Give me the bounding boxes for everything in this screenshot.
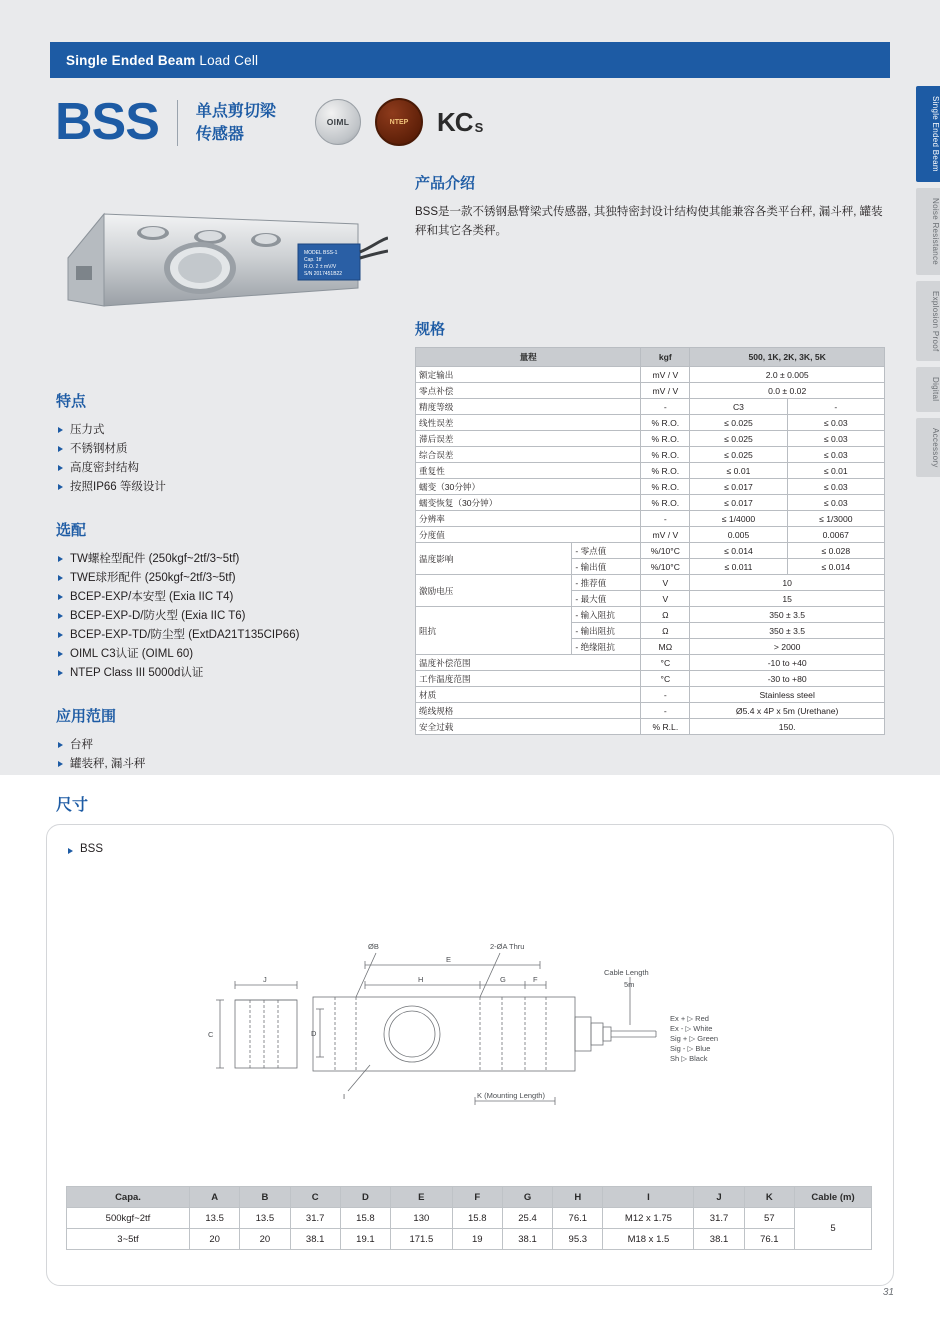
spec-unit: mV / V: [641, 383, 690, 399]
label-cable-5m: 5m: [624, 980, 635, 989]
spec-value: ≤ 0.03: [787, 447, 884, 463]
wire-ex-minus: Ex - ▷ White: [670, 1024, 713, 1033]
spec-unit: % R.O.: [641, 479, 690, 495]
product-title-cn-line1: 单点剪切梁: [195, 103, 276, 120]
spec-label: 线性误差: [416, 415, 641, 431]
ntep-logo-icon: NTEP: [375, 98, 423, 146]
dim-cell: 171.5: [391, 1229, 453, 1250]
table-row: [416, 367, 885, 383]
dim-cell: 31.7: [290, 1208, 340, 1229]
spec-unit: -: [641, 399, 690, 415]
side-tab-strip[interactable]: [916, 86, 940, 483]
spec-value: Stainless steel: [690, 687, 885, 703]
spec-unit: Ω: [641, 623, 690, 639]
spec-value: ≤ 0.03: [787, 495, 884, 511]
spec-value: > 2000: [690, 639, 885, 655]
table-row: [416, 463, 885, 479]
spec-unit: % R.L.: [641, 719, 690, 735]
list-item: TWE球形配件 (250kgf~2tf/3~5tf): [56, 569, 386, 588]
table-row: [416, 671, 885, 687]
svg-text:R.O. 2 ± mV/V: R.O. 2 ± mV/V: [304, 264, 337, 270]
dim-cell-cable: 5: [795, 1208, 872, 1250]
dim-cell: 38.1: [502, 1229, 552, 1250]
table-row: [416, 687, 885, 703]
spec-value: 15: [690, 591, 885, 607]
product-intro: [415, 172, 885, 241]
spec-value: ≤ 0.03: [787, 431, 884, 447]
kcs-logo-sub: S: [474, 119, 483, 135]
options-heading: 选配: [56, 522, 87, 539]
dim-col-g: G: [502, 1187, 552, 1208]
spec-value: ≤ 1/4000: [690, 511, 787, 527]
spec-unit: Ω: [641, 607, 690, 623]
label-d: D: [311, 1029, 317, 1038]
spec-value: ≤ 1/3000: [787, 511, 884, 527]
spec-label: 工作温度范围: [416, 671, 641, 687]
header-title-bold: Single Ended Beam: [66, 52, 196, 68]
table-row: [416, 607, 885, 623]
dimension-table-wrap: [66, 1186, 872, 1250]
wire-sig-plus: Sig + ▷ Green: [670, 1034, 719, 1043]
label-e: E: [446, 955, 452, 964]
table-row: [416, 703, 885, 719]
table-row: [416, 415, 885, 431]
dim-col-capacity: Capa.: [67, 1187, 190, 1208]
spec-unit: %/10°C: [641, 559, 690, 575]
dimension-table: [66, 1186, 872, 1250]
dim-col-cable: Cable (m): [795, 1187, 872, 1208]
dimensions-model-label: BSS: [66, 843, 103, 855]
applications-heading: 应用范围: [56, 708, 117, 725]
spec-unit: -: [641, 687, 690, 703]
section-header-bar: [50, 42, 890, 78]
spec-sub-label: - 最大值: [572, 591, 641, 607]
spec-value: 0.0067: [787, 527, 884, 543]
spec-label: 蠕变恢复（30分钟）: [416, 495, 641, 511]
spec-heading: 规格: [415, 321, 446, 338]
spec-unit: °C: [641, 671, 690, 687]
spec-label: 综合误差: [416, 447, 641, 463]
spec-unit: V: [641, 591, 690, 607]
spec-unit: %/10°C: [641, 543, 690, 559]
spec-group-label: 激励电压: [416, 575, 572, 607]
spec-label: 重复性: [416, 463, 641, 479]
spec-label: 额定输出: [416, 367, 641, 383]
spec-unit: V: [641, 575, 690, 591]
product-photo: [58, 196, 388, 341]
label-cable-length: Cable Length: [604, 968, 649, 977]
spec-sub-label: - 输出阻抗: [572, 623, 641, 639]
oiml-logo-icon: OIML: [315, 99, 361, 145]
spec-value: ≤ 0.01: [690, 463, 787, 479]
features-heading: 特点: [56, 393, 87, 410]
dim-cell: 13.5: [190, 1208, 240, 1229]
spec-unit: % R.O.: [641, 415, 690, 431]
spec-value: ≤ 0.011: [690, 559, 787, 575]
dim-col-d: D: [340, 1187, 390, 1208]
spec-sub-label: - 绝缘阻抗: [572, 639, 641, 655]
list-item: 高度密封结构: [56, 459, 386, 478]
table-row: [416, 399, 885, 415]
dimensions-heading: 尺寸: [56, 797, 89, 814]
kcs-logo-label: KC: [437, 106, 473, 137]
spec-unit: mV / V: [641, 367, 690, 383]
spec-sub-label: - 零点值: [572, 543, 641, 559]
spec-table: [415, 347, 885, 735]
label-2-thru: 2-ØA Thru: [490, 942, 525, 951]
dim-cell: 38.1: [694, 1229, 744, 1250]
side-tab-accessory[interactable]: Accessory: [916, 418, 940, 478]
list-item: 压力式: [56, 421, 386, 440]
spec-col-unit: kgf: [641, 348, 690, 367]
spec-unit: MΩ: [641, 639, 690, 655]
table-row: [416, 527, 885, 543]
list-item: BCEP-EXP-D/防火型 (Exia IIC T6): [56, 607, 386, 626]
svg-text:S/N 2017451B22: S/N 2017451B22: [304, 271, 343, 277]
spec-value: ≤ 0.014: [690, 543, 787, 559]
table-row: [67, 1229, 872, 1250]
spec-value: 150.: [690, 719, 885, 735]
spec-unit: -: [641, 703, 690, 719]
label-ob: ØB: [368, 942, 379, 951]
dim-col-k: K: [744, 1187, 794, 1208]
dim-cell: 76.1: [553, 1208, 603, 1229]
spec-sub-label: - 输出值: [572, 559, 641, 575]
table-row: [416, 383, 885, 399]
table-row: [416, 495, 885, 511]
dim-cell: 31.7: [694, 1208, 744, 1229]
spec-label: 温度补偿范围: [416, 655, 641, 671]
dim-cell: 19: [452, 1229, 502, 1250]
list-item: BCEP-EXP-TD/防尘型 (ExtDA21T135CIP66): [56, 626, 386, 645]
side-tab-digital[interactable]: Digital: [916, 367, 940, 411]
spec-value: 0.0 ± 0.02: [690, 383, 885, 399]
dim-col-c: C: [290, 1187, 340, 1208]
left-column: [56, 390, 386, 774]
page-number: 31: [882, 1287, 894, 1298]
spec-label: 蠕变（30分钟）: [416, 479, 641, 495]
dim-cell: 20: [240, 1229, 290, 1250]
dimension-drawing: [180, 905, 740, 1135]
dim-cell: 57: [744, 1208, 794, 1229]
table-header-row: [416, 348, 885, 367]
list-item: 不锈钢材质: [56, 440, 386, 459]
spec-unit: % R.O.: [641, 495, 690, 511]
spec-value: ≤ 0.03: [787, 415, 884, 431]
side-tab-noise-resistance[interactable]: Noise Resistance: [916, 188, 940, 275]
kcs-logo-icon: [437, 107, 482, 138]
table-row: [416, 575, 885, 591]
spec-value: ≤ 0.025: [690, 415, 787, 431]
dim-col-e: E: [391, 1187, 453, 1208]
dim-cell: 76.1: [744, 1229, 794, 1250]
dim-col-h: H: [553, 1187, 603, 1208]
dim-col-i: I: [603, 1187, 694, 1208]
spec-group-label: 温度影响: [416, 543, 572, 575]
table-row: [416, 719, 885, 735]
svg-text:Cap. 1tf: Cap. 1tf: [304, 257, 322, 263]
list-item: 按照IP66 等级设计: [56, 478, 386, 497]
dim-col-j: J: [694, 1187, 744, 1208]
spec-unit: % R.O.: [641, 431, 690, 447]
intro-body: BSS是一款不锈钢悬臂梁式传感器, 其独特密封设计结构使其能兼容各类平台秤, 漏斗秤, 罐装秤和其它各类秤。: [415, 206, 883, 237]
page-title: BSS: [55, 93, 159, 151]
spec-unit: mV / V: [641, 527, 690, 543]
spec-sub-label: - 输入阻抗: [572, 607, 641, 623]
spec-col-capacity: 500, 1K, 2K, 3K, 5K: [690, 348, 885, 367]
table-row: [67, 1208, 872, 1229]
spec-label: 安全过载: [416, 719, 641, 735]
spec-value: ≤ 0.025: [690, 447, 787, 463]
dim-cell: M18 x 1.5: [603, 1229, 694, 1250]
certification-logos: [315, 100, 482, 144]
wire-ex-plus: Ex + ▷ Red: [670, 1014, 709, 1023]
spec-label: 精度等级: [416, 399, 641, 415]
spec-unit: % R.O.: [641, 447, 690, 463]
spec-value: Ø5.4 x 4P x 5m (Urethane): [690, 703, 885, 719]
wire-shield: Sh ▷ Black: [670, 1054, 708, 1063]
spec-value: 350 ± 3.5: [690, 607, 885, 623]
label-g: G: [500, 975, 506, 984]
dim-cell: 15.8: [452, 1208, 502, 1229]
dim-cell: 25.4: [502, 1208, 552, 1229]
side-tab-single-ended-beam[interactable]: Single Ended Beam: [916, 86, 940, 182]
spec-value: 0.005: [690, 527, 787, 543]
label-k: K (Mounting Length): [477, 1091, 545, 1100]
list-item: 台秤: [56, 736, 386, 755]
spec-value: 10: [690, 575, 885, 591]
product-title-cn-line2: 传感器: [195, 126, 244, 143]
spec-unit: °C: [641, 655, 690, 671]
list-item: BCEP-EXP/本安型 (Exia IIC T4): [56, 588, 386, 607]
title-divider: [177, 100, 178, 146]
dim-cell: 130: [391, 1208, 453, 1229]
spec-value: ≤ 0.01: [787, 463, 884, 479]
dim-cell: 20: [190, 1229, 240, 1250]
spec-value: -: [787, 399, 884, 415]
header-title-light: Load Cell: [195, 52, 259, 68]
dim-cell: 19.1: [340, 1229, 390, 1250]
dim-col-f: F: [452, 1187, 502, 1208]
dim-cell: 3~5tf: [67, 1229, 190, 1250]
dim-cell: 500kgf~2tf: [67, 1208, 190, 1229]
dim-cell: 95.3: [553, 1229, 603, 1250]
spec-label: 材质: [416, 687, 641, 703]
product-title-cn: [196, 100, 276, 146]
table-row: [416, 543, 885, 559]
spec-section: [415, 318, 885, 735]
list-item: OIML C3认证 (OIML 60): [56, 645, 386, 664]
spec-value: ≤ 0.028: [787, 543, 884, 559]
table-header-row: [67, 1187, 872, 1208]
list-item: TW螺栓型配件 (250kgf~2tf/3~5tf): [56, 550, 386, 569]
side-tab-explosion-proof[interactable]: Explosion Proof: [916, 281, 940, 362]
list-item: 罐装秤, 漏斗秤: [56, 755, 386, 774]
dim-cell: 15.8: [340, 1208, 390, 1229]
list-item: NTEP Class III 5000d认证: [56, 664, 386, 683]
spec-value: ≤ 0.017: [690, 479, 787, 495]
label-i: I: [343, 1092, 346, 1101]
dim-col-a: A: [190, 1187, 240, 1208]
svg-text:MODEL BSS-1: MODEL BSS-1: [304, 250, 338, 256]
spec-value: 350 ± 3.5: [690, 623, 885, 639]
table-row: [416, 431, 885, 447]
spec-value: ≤ 0.017: [690, 495, 787, 511]
spec-label: 缆线规格: [416, 703, 641, 719]
dim-cell: 38.1: [290, 1229, 340, 1250]
spec-value: C3: [690, 399, 787, 415]
spec-value: ≤ 0.025: [690, 431, 787, 447]
table-row: [416, 479, 885, 495]
spec-unit: -: [641, 511, 690, 527]
spec-label: 分辨率: [416, 511, 641, 527]
table-row: [416, 655, 885, 671]
spec-group-label: 阻抗: [416, 607, 572, 655]
spec-label: 滞后误差: [416, 431, 641, 447]
dim-col-b: B: [240, 1187, 290, 1208]
table-row: [416, 447, 885, 463]
spec-value: 2.0 ± 0.005: [690, 367, 885, 383]
applications-list: [56, 736, 386, 774]
spec-value: -10 to +40: [690, 655, 885, 671]
dim-cell: M12 x 1.75: [603, 1208, 694, 1229]
spec-unit: % R.O.: [641, 463, 690, 479]
table-row: [416, 511, 885, 527]
spec-value: ≤ 0.03: [787, 479, 884, 495]
label-f: F: [533, 975, 538, 984]
options-list: [56, 550, 386, 683]
intro-heading: 产品介绍: [415, 175, 476, 192]
dim-cell: 13.5: [240, 1208, 290, 1229]
label-j: J: [263, 975, 267, 984]
label-c: C: [208, 1030, 214, 1039]
spec-sub-label: - 推荐值: [572, 575, 641, 591]
features-list: [56, 421, 386, 497]
spec-value: ≤ 0.014: [787, 559, 884, 575]
spec-value: -30 to +80: [690, 671, 885, 687]
spec-label: 零点补偿: [416, 383, 641, 399]
spec-col-range: 量程: [416, 348, 641, 367]
wire-sig-minus: Sig - ▷ Blue: [670, 1044, 711, 1053]
label-h: H: [418, 975, 424, 984]
spec-label: 分度值: [416, 527, 641, 543]
